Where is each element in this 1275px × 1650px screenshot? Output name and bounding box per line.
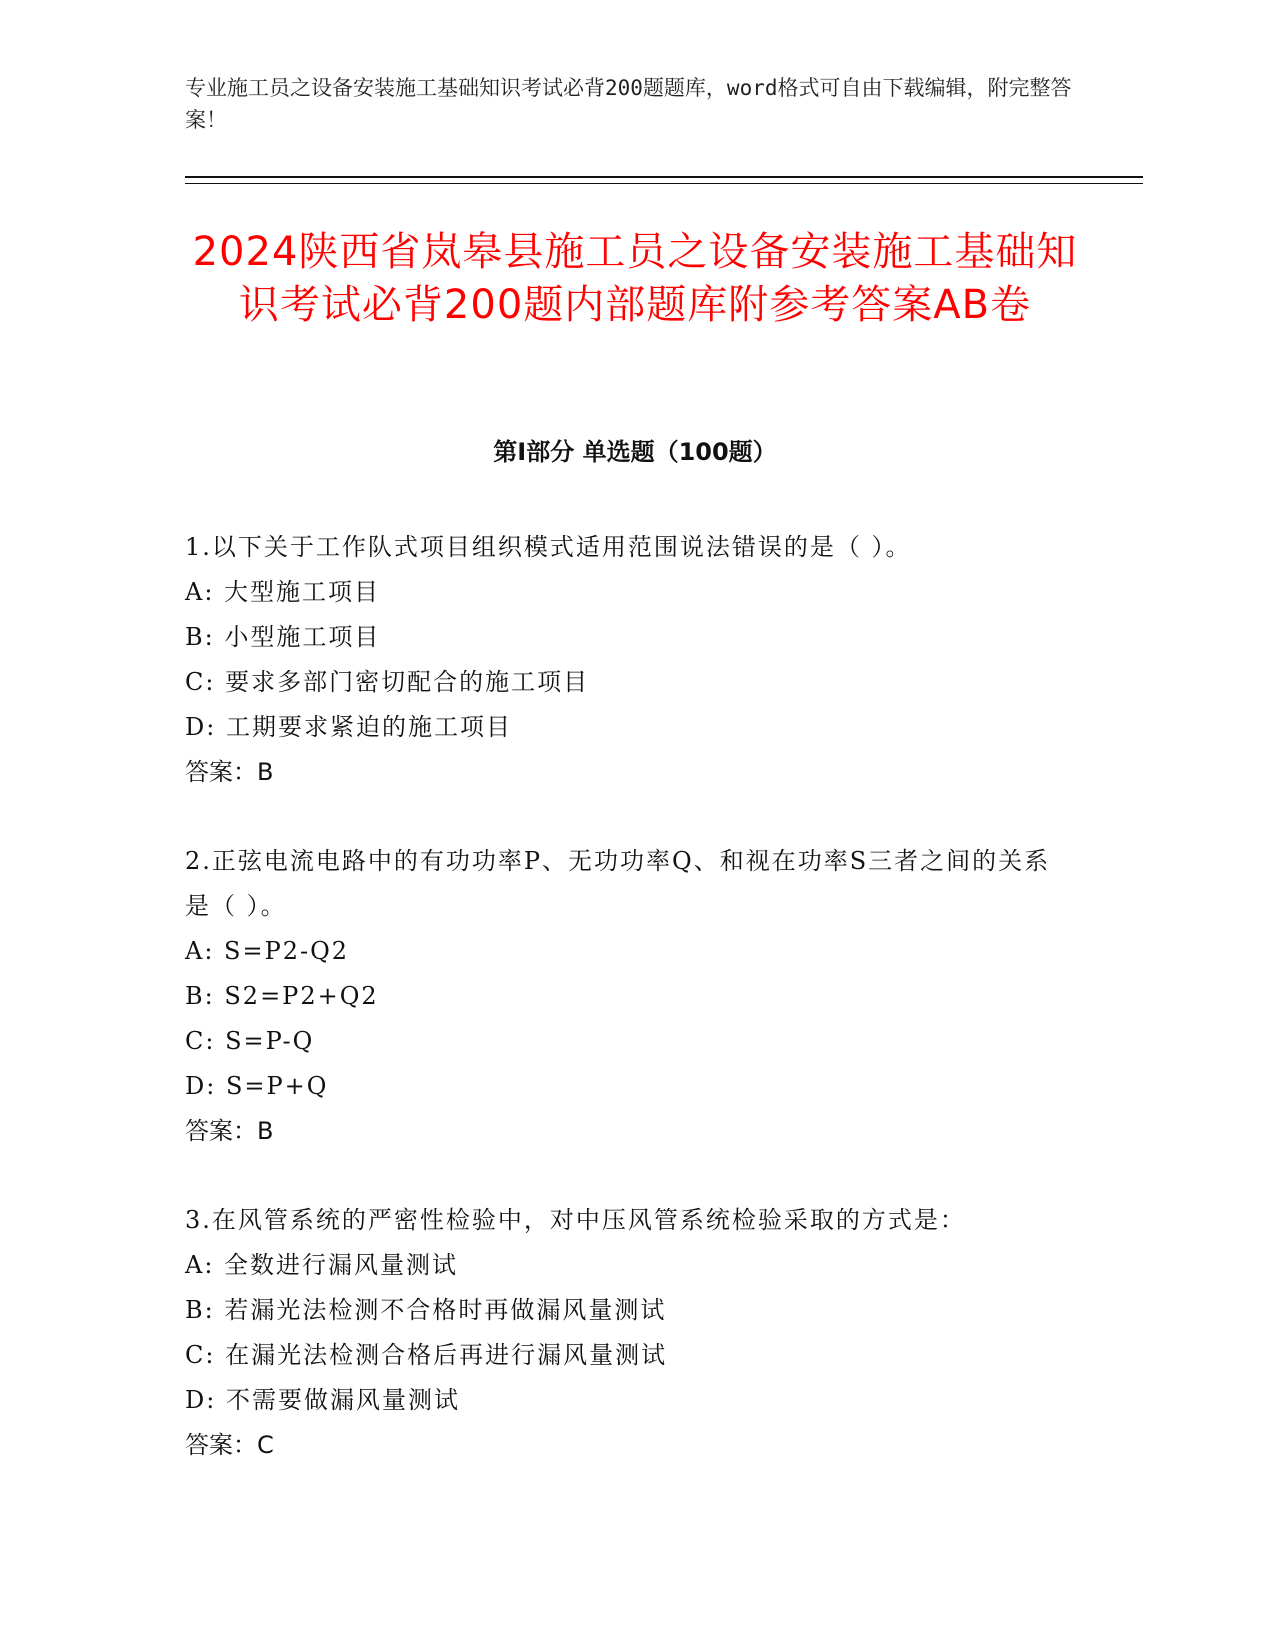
question-stem: 2.正弦电流电路中的有功功率P、无功功率Q、和视在功率S三者之间的关系是（ ）。 bbox=[185, 847, 1051, 920]
option-b: B: S2=P2+Q2 bbox=[185, 982, 379, 1010]
answer: 答案：B bbox=[185, 1117, 274, 1145]
question-2 bbox=[185, 839, 1065, 1154]
header-note: 专业施工员之设备安装施工基础知识考试必背200题题库，word格式可自由下载编辑，附完整答案！ bbox=[185, 76, 1072, 132]
document-title: 2024陕西省岚皋县施工员之设备安装施工基础知识考试必背200题内部题库附参考答案AB卷 bbox=[192, 229, 1078, 328]
option-c: C: 在漏光法检测合格后再进行漏风量测试 bbox=[185, 1341, 668, 1369]
question-1 bbox=[185, 525, 1065, 795]
answer: 答案：C bbox=[185, 1431, 274, 1459]
option-a: A: 全数进行漏风量测试 bbox=[185, 1251, 459, 1279]
option-b: B: 小型施工项目 bbox=[185, 623, 381, 651]
option-c: C: S=P-Q bbox=[185, 1027, 315, 1055]
option-c: C: 要求多部门密切配合的施工项目 bbox=[185, 668, 590, 696]
question-list bbox=[185, 525, 1065, 1512]
option-d: D: S=P+Q bbox=[185, 1072, 329, 1100]
option-b: B: 若漏光法检测不合格时再做漏风量测试 bbox=[185, 1296, 667, 1324]
question-stem: 1.以下关于工作队式项目组织模式适用范围说法错误的是（ ）。 bbox=[185, 533, 912, 561]
option-a: A: S=P2-Q2 bbox=[185, 937, 350, 965]
question-3 bbox=[185, 1198, 1065, 1468]
option-d: D: 不需要做漏风量测试 bbox=[185, 1386, 460, 1414]
option-a: A: 大型施工项目 bbox=[185, 578, 381, 606]
option-d: D: 工期要求紧迫的施工项目 bbox=[185, 713, 512, 741]
header-rule-thick bbox=[185, 176, 1143, 178]
answer: 答案：B bbox=[185, 758, 274, 786]
question-stem: 3.在风管系统的严密性检验中，对中压风管系统检验采取的方式是： bbox=[185, 1206, 966, 1234]
header-rule-thin bbox=[185, 183, 1143, 184]
section-heading: 第I部分 单选题（100题） bbox=[493, 438, 777, 466]
